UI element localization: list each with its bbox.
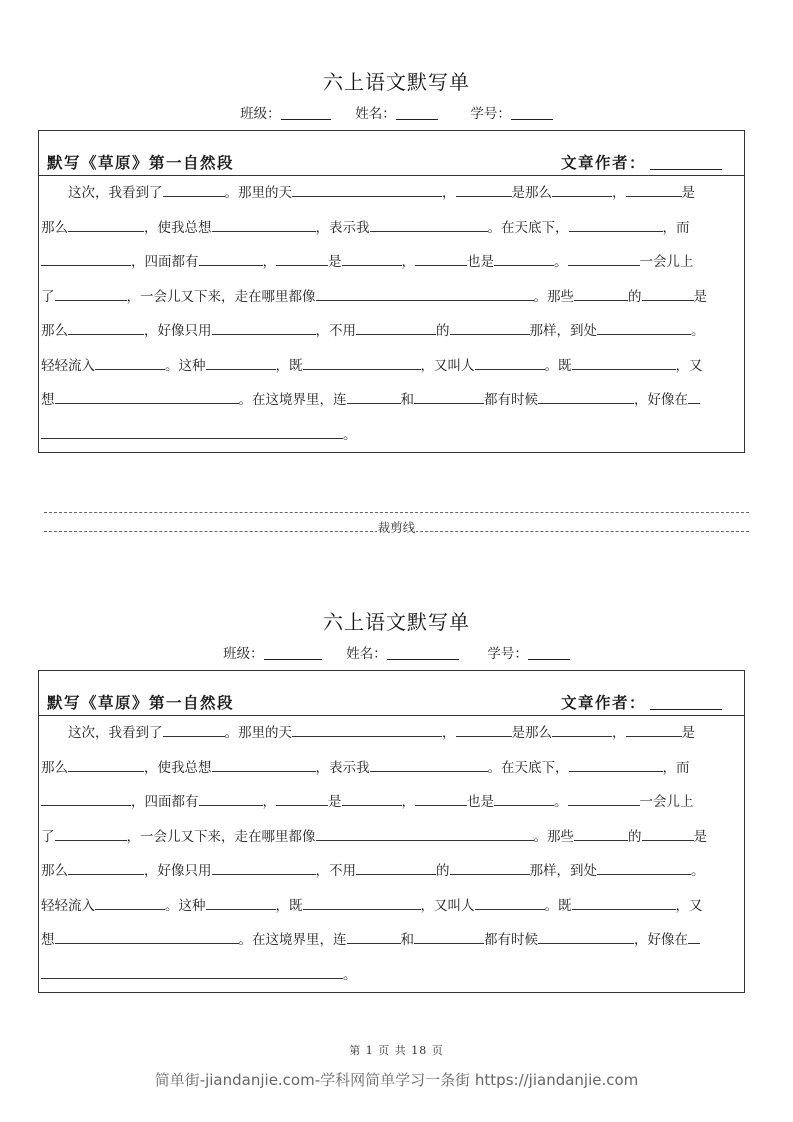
fill-blank[interactable] xyxy=(347,931,401,944)
text: ，既 xyxy=(275,897,303,914)
fill-blank[interactable] xyxy=(414,931,484,944)
passage-line xyxy=(39,245,744,280)
fill-blank[interactable] xyxy=(415,793,467,806)
fill-blank[interactable] xyxy=(55,288,127,301)
text: 也是 xyxy=(467,794,494,810)
text: 是 xyxy=(693,828,707,845)
text: 都有时候 xyxy=(484,932,538,948)
name-blank[interactable] xyxy=(387,646,459,660)
fill-blank[interactable] xyxy=(55,391,239,404)
author-label: 文章作者： xyxy=(561,693,647,712)
passage-line xyxy=(39,958,744,993)
worksheet-title: 六上语文默写单 xyxy=(323,610,470,634)
text: ，四面都有 xyxy=(131,794,199,810)
text: ，又叫人 xyxy=(420,897,475,914)
text: ，又叫人 xyxy=(420,357,475,374)
text: ，又 xyxy=(675,897,703,914)
fill-blank[interactable] xyxy=(569,219,663,232)
fill-blank[interactable] xyxy=(552,184,612,197)
fill-blank[interactable] xyxy=(494,793,554,806)
text: 那么 xyxy=(41,323,68,339)
fill-blank[interactable] xyxy=(212,322,316,335)
text: ， xyxy=(401,794,415,810)
class-blank[interactable] xyxy=(281,106,331,120)
text: 一会儿上 xyxy=(639,794,694,810)
fill-blank[interactable] xyxy=(450,862,530,875)
fill-blank[interactable] xyxy=(303,357,421,370)
fill-blank[interactable] xyxy=(642,828,694,841)
text: ， xyxy=(442,725,456,741)
fill-blank[interactable] xyxy=(212,862,316,875)
text: 想 xyxy=(41,392,55,408)
text: ，好像只用 xyxy=(144,323,212,339)
cut-line-label xyxy=(0,518,793,536)
fill-blank[interactable] xyxy=(597,322,691,335)
fill-blank[interactable] xyxy=(415,253,467,266)
name-label: 姓名： xyxy=(355,106,396,122)
passage-line xyxy=(39,349,744,384)
fill-blank[interactable] xyxy=(292,184,442,197)
fill-blank[interactable] xyxy=(199,793,263,806)
fill-blank[interactable] xyxy=(303,897,421,910)
fill-blank[interactable] xyxy=(55,931,239,944)
fill-blank[interactable] xyxy=(475,897,545,910)
text: 和 xyxy=(400,392,414,408)
author-blank[interactable] xyxy=(650,155,722,170)
fill-blank[interactable] xyxy=(450,322,530,335)
text: 的 xyxy=(628,288,642,305)
fill-blank[interactable] xyxy=(356,862,436,875)
fill-blank[interactable] xyxy=(538,931,634,944)
student-id-label: 学号： xyxy=(487,646,528,662)
fill-blank[interactable] xyxy=(68,862,144,875)
fill-blank[interactable] xyxy=(163,184,225,197)
fill-blank[interactable] xyxy=(597,862,691,875)
text: 的 xyxy=(628,828,642,845)
text: ，表示我 xyxy=(315,759,370,776)
text: 这次，我看到了 xyxy=(41,725,163,741)
text: 。 xyxy=(691,863,705,879)
text: 那么 xyxy=(41,759,68,776)
name-field xyxy=(355,102,438,122)
passage-line xyxy=(39,211,744,246)
passage-line xyxy=(39,923,744,958)
text: ， xyxy=(262,794,276,810)
text: 。在天底下， xyxy=(487,219,569,236)
name-label: 姓名： xyxy=(346,646,387,662)
text: 也是 xyxy=(467,254,494,270)
passage-line xyxy=(39,418,744,453)
text: ， xyxy=(612,185,626,201)
text: 。既 xyxy=(544,357,572,374)
text: ，使我总想 xyxy=(144,219,212,236)
text: 都有时候 xyxy=(484,392,538,408)
student-info-row xyxy=(0,102,793,122)
text: 是 xyxy=(681,725,695,741)
fill-blank[interactable] xyxy=(68,759,144,772)
text: 的 xyxy=(436,863,450,879)
dictation-heading: 默写《草原》第一自然段 xyxy=(47,693,235,712)
fill-blank[interactable] xyxy=(552,724,612,737)
text: ， xyxy=(442,185,456,201)
fill-blank[interactable] xyxy=(212,219,316,232)
fill-blank[interactable] xyxy=(276,253,328,266)
passage-line xyxy=(39,889,744,924)
text: 。那里的天 xyxy=(224,725,292,741)
text: ，一会儿又下来，走在哪里都像 xyxy=(126,828,316,845)
text: ，又 xyxy=(675,357,703,374)
fill-blank[interactable] xyxy=(347,391,401,404)
text: ，而 xyxy=(662,759,690,776)
text: ，既 xyxy=(275,357,303,374)
author-blank[interactable] xyxy=(650,695,722,710)
fill-blank[interactable] xyxy=(95,357,165,370)
student-id-field xyxy=(487,642,570,662)
text: 了 xyxy=(41,288,55,305)
text: 是 xyxy=(328,794,342,810)
fill-blank[interactable] xyxy=(316,828,534,841)
fill-blank[interactable] xyxy=(569,759,663,772)
text: 了 xyxy=(41,828,55,845)
text: 。 xyxy=(691,323,705,339)
text: 这次，我看到了 xyxy=(41,185,163,201)
fill-blank[interactable] xyxy=(212,759,316,772)
fill-blank[interactable] xyxy=(199,253,263,266)
class-field xyxy=(240,102,331,122)
text: 。这种 xyxy=(165,897,206,914)
name-field xyxy=(346,642,459,662)
passage-line xyxy=(39,854,744,889)
passage-lines xyxy=(39,716,744,992)
text: 。那些 xyxy=(533,288,574,305)
fill-blank[interactable] xyxy=(475,357,545,370)
fill-blank[interactable] xyxy=(292,724,442,737)
fill-blank[interactable] xyxy=(95,897,165,910)
fill-blank[interactable] xyxy=(163,724,225,737)
text: 。这种 xyxy=(165,357,206,374)
fill-blank[interactable] xyxy=(206,357,276,370)
name-blank[interactable] xyxy=(396,106,438,120)
fill-blank[interactable] xyxy=(456,184,512,197)
text: ，好像在 xyxy=(634,392,688,408)
author-field xyxy=(561,151,722,173)
text: ，不用 xyxy=(315,863,356,879)
fill-blank[interactable] xyxy=(688,391,700,404)
fill-blank[interactable] xyxy=(574,288,628,301)
author-label: 文章作者： xyxy=(561,153,647,172)
fill-blank[interactable] xyxy=(568,793,640,806)
text: 那样，到处 xyxy=(529,863,597,879)
dictation-heading: 默写《草原》第一自然段 xyxy=(47,153,235,172)
fill-blank[interactable] xyxy=(626,184,682,197)
fill-blank[interactable] xyxy=(538,391,634,404)
fill-blank[interactable] xyxy=(41,426,343,439)
text: 。那些 xyxy=(533,828,574,845)
text: ，好像只用 xyxy=(144,863,212,879)
text: 那么 xyxy=(41,863,68,879)
class-field xyxy=(223,642,322,662)
text: ，表示我 xyxy=(315,219,370,236)
text: 。那里的天 xyxy=(224,185,292,201)
fill-blank[interactable] xyxy=(494,253,554,266)
fill-blank[interactable] xyxy=(414,391,484,404)
text: 一会儿上 xyxy=(639,254,694,270)
student-id-blank[interactable] xyxy=(511,106,553,120)
fill-blank[interactable] xyxy=(688,931,700,944)
text: ，使我总想 xyxy=(144,759,212,776)
fill-blank[interactable] xyxy=(206,897,276,910)
text: 是 xyxy=(681,185,695,201)
text: ，四面都有 xyxy=(131,254,199,270)
dictation-box xyxy=(38,670,745,993)
fill-blank[interactable] xyxy=(41,966,343,979)
fill-blank[interactable] xyxy=(55,828,127,841)
class-blank[interactable] xyxy=(264,646,322,660)
text: 是 xyxy=(328,254,342,270)
fill-blank[interactable] xyxy=(276,793,328,806)
text: 。 xyxy=(343,966,357,983)
text: ，一会儿又下来，走在哪里都像 xyxy=(126,288,316,305)
fill-blank[interactable] xyxy=(572,897,676,910)
student-id-blank[interactable] xyxy=(528,646,570,660)
passage-line xyxy=(39,383,744,418)
text: 。在这境界里，连 xyxy=(238,932,347,948)
text: 那么 xyxy=(41,219,68,236)
passage-lines xyxy=(39,176,744,452)
text: 。 xyxy=(554,794,568,810)
text: 。 xyxy=(343,426,357,443)
class-label: 班级： xyxy=(223,646,264,662)
text: ， xyxy=(262,254,276,270)
fill-blank[interactable] xyxy=(68,322,144,335)
text: 的 xyxy=(436,323,450,339)
class-label: 班级： xyxy=(240,106,281,122)
text: ，而 xyxy=(662,219,690,236)
text: ，好像在 xyxy=(634,932,688,948)
text: 。在天底下， xyxy=(487,759,569,776)
passage-line xyxy=(39,176,744,211)
fill-blank[interactable] xyxy=(68,219,144,232)
text: 和 xyxy=(400,932,414,948)
passage-line xyxy=(39,820,744,855)
fill-blank[interactable] xyxy=(316,288,534,301)
student-id-field xyxy=(470,102,553,122)
fill-blank[interactable] xyxy=(568,253,640,266)
student-id-label: 学号： xyxy=(470,106,511,122)
dictation-header xyxy=(39,671,744,716)
student-info-row xyxy=(0,642,793,662)
text: 。既 xyxy=(544,897,572,914)
dictation-header xyxy=(39,131,744,176)
fill-blank[interactable] xyxy=(356,322,436,335)
passage-line xyxy=(39,280,744,315)
fill-blank[interactable] xyxy=(456,724,512,737)
text: ， xyxy=(612,725,626,741)
fill-blank[interactable] xyxy=(574,828,628,841)
passage-line xyxy=(39,785,744,820)
text: 是 xyxy=(693,288,707,305)
text: ， xyxy=(401,254,415,270)
fill-blank[interactable] xyxy=(41,793,131,806)
text: 是那么 xyxy=(511,725,552,741)
page-number: 第 1 页 共 18 页 xyxy=(349,1044,444,1057)
text: 轻轻流入 xyxy=(41,897,95,914)
fill-blank[interactable] xyxy=(342,793,402,806)
text: ，不用 xyxy=(315,323,356,339)
cut-line-top xyxy=(44,512,749,513)
fill-blank[interactable] xyxy=(572,357,676,370)
passage-line xyxy=(39,314,744,349)
dictation-box xyxy=(38,130,745,453)
text: 想 xyxy=(41,932,55,948)
text: 。 xyxy=(554,254,568,270)
fill-blank[interactable] xyxy=(370,759,488,772)
worksheet-title: 六上语文默写单 xyxy=(323,70,470,94)
watermark-footer: 简单街-jiandanjie.com-学科网简单学习一条街 https://jiandanjie.com xyxy=(154,1071,639,1089)
text: 。在这境界里，连 xyxy=(238,392,347,408)
fill-blank[interactable] xyxy=(342,253,402,266)
text: 是那么 xyxy=(511,185,552,201)
author-field xyxy=(561,691,722,713)
fill-blank[interactable] xyxy=(626,724,682,737)
fill-blank[interactable] xyxy=(642,288,694,301)
passage-line xyxy=(39,716,744,751)
fill-blank[interactable] xyxy=(41,253,131,266)
passage-line xyxy=(39,751,744,786)
cut-line-text: 裁剪线 xyxy=(377,520,416,535)
text: 轻轻流入 xyxy=(41,357,95,374)
text: 那样，到处 xyxy=(529,323,597,339)
fill-blank[interactable] xyxy=(370,219,488,232)
